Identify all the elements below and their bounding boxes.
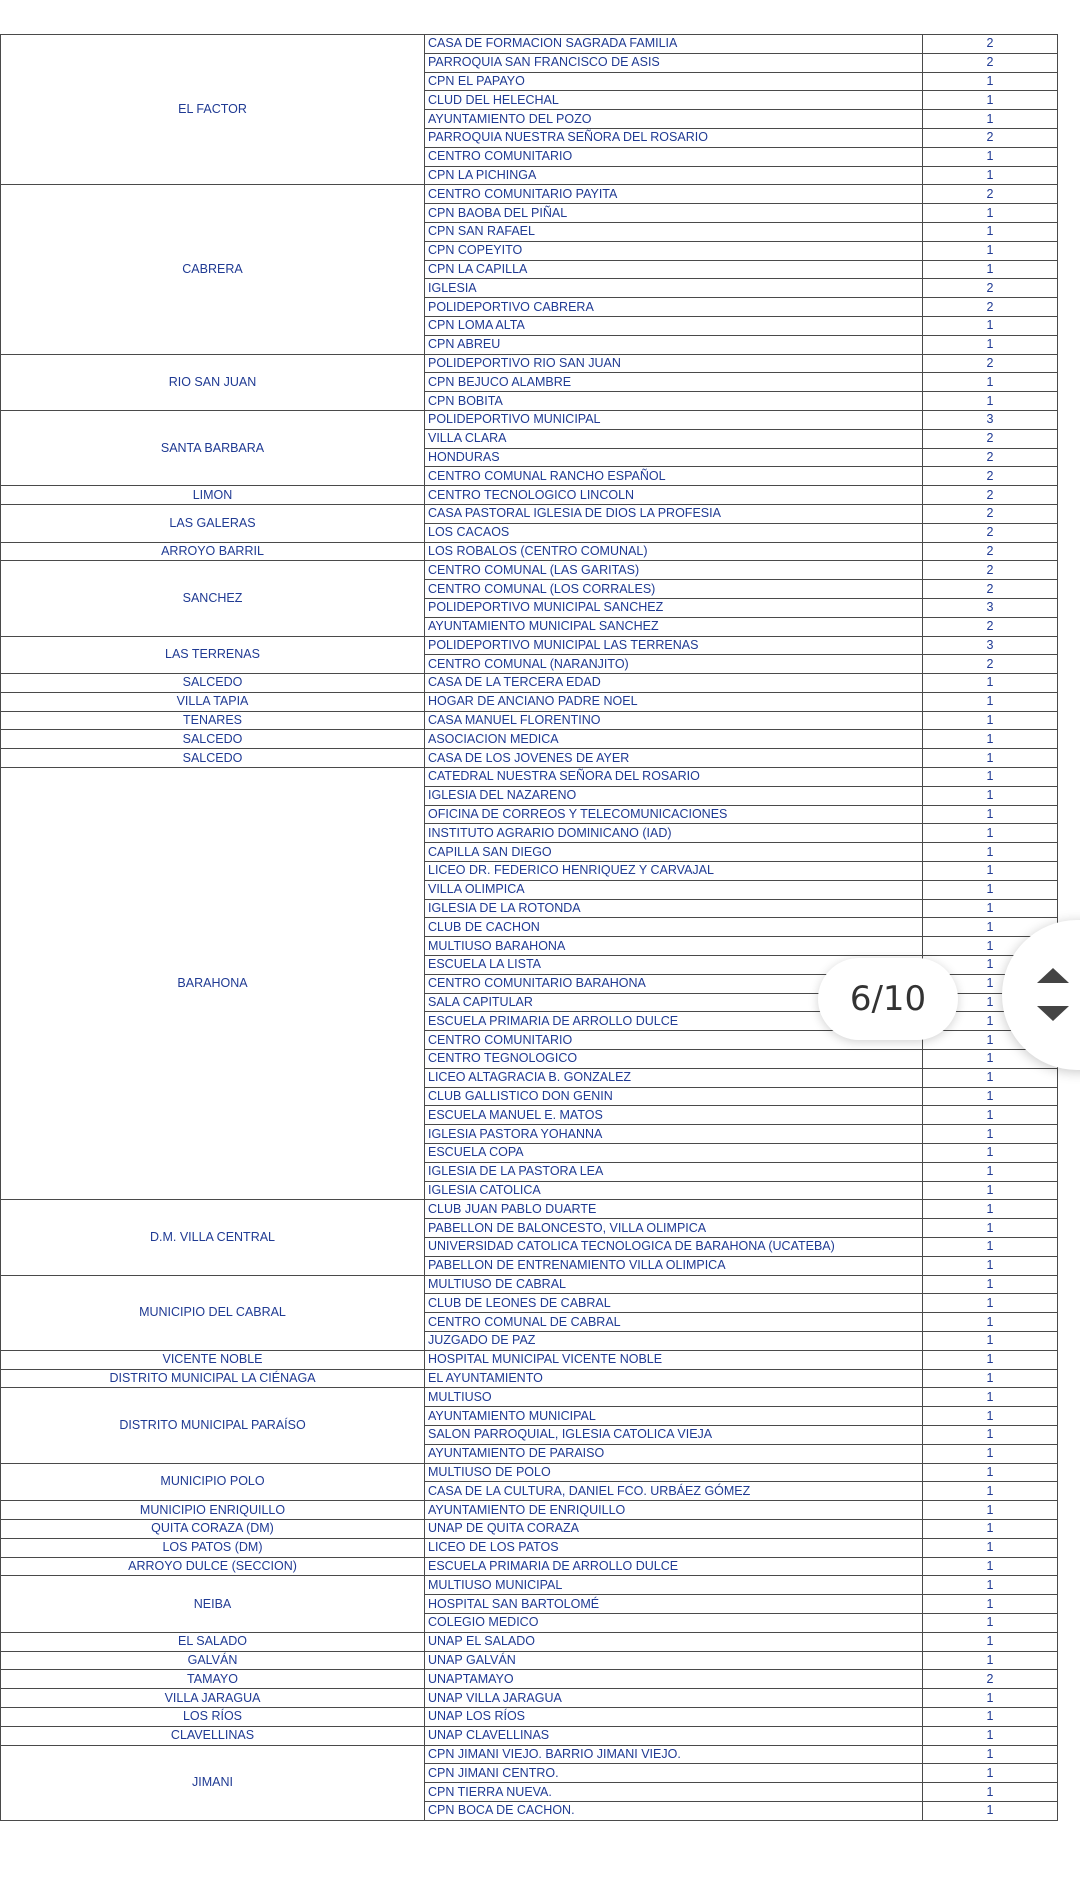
site-cell: AYUNTAMIENTO MUNICIPAL — [425, 1407, 923, 1426]
municipality-cell: D.M. VILLA CENTRAL — [1, 1200, 425, 1275]
site-cell: CPN LA PICHINGA — [425, 166, 923, 185]
quantity-cell: 1 — [923, 1200, 1058, 1219]
table-row — [1, 1557, 1058, 1576]
quantity-cell: 1 — [923, 1463, 1058, 1482]
quantity-cell: 1 — [923, 1031, 1058, 1050]
quantity-cell: 1 — [923, 1501, 1058, 1520]
site-cell: CPN JIMANI VIEJO. BARRIO JIMANI VIEJO. — [425, 1745, 923, 1764]
municipality-cell: EL FACTOR — [1, 35, 425, 185]
quantity-cell: 1 — [923, 1707, 1058, 1726]
quantity-cell: 1 — [923, 1407, 1058, 1426]
quantity-cell: 1 — [923, 692, 1058, 711]
site-cell: LICEO DR. FEDERICO HENRIQUEZ Y CARVAJAL — [425, 862, 923, 881]
table-row — [1, 730, 1058, 749]
municipality-cell: MUNICIPIO ENRIQUILLO — [1, 1501, 425, 1520]
quantity-cell: 2 — [923, 617, 1058, 636]
site-cell: MULTIUSO MUNICIPAL — [425, 1576, 923, 1595]
quantity-cell: 2 — [923, 486, 1058, 505]
quantity-cell: 1 — [923, 974, 1058, 993]
site-cell: CPN JIMANI CENTRO. — [425, 1764, 923, 1783]
quantity-cell: 1 — [923, 1219, 1058, 1238]
quantity-cell: 1 — [923, 222, 1058, 241]
site-cell: AYUNTAMIENTO DE ENRIQUILLO — [425, 1501, 923, 1520]
site-cell: CENTRO TECNOLOGICO LINCOLN — [425, 486, 923, 505]
municipality-cell: GALVÁN — [1, 1651, 425, 1670]
site-cell: CLUD DEL HELECHAL — [425, 91, 923, 110]
site-cell: INSTITUTO AGRARIO DOMINICANO (IAD) — [425, 824, 923, 843]
quantity-cell: 1 — [923, 1388, 1058, 1407]
quantity-cell: 1 — [923, 1576, 1058, 1595]
municipality-cell: JIMANI — [1, 1745, 425, 1820]
table-row — [1, 768, 1058, 787]
site-cell: HOGAR DE ANCIANO PADRE NOEL — [425, 692, 923, 711]
table-row — [1, 1463, 1058, 1482]
quantity-cell: 1 — [923, 166, 1058, 185]
quantity-cell: 2 — [923, 298, 1058, 317]
municipality-cell: VILLA JARAGUA — [1, 1689, 425, 1708]
quantity-cell: 1 — [923, 204, 1058, 223]
municipality-cell: SANCHEZ — [1, 561, 425, 636]
municipality-cell: QUITA CORAZA (DM) — [1, 1519, 425, 1538]
site-cell: CATEDRAL NUESTRA SEÑORA DEL ROSARIO — [425, 768, 923, 787]
quantity-cell: 1 — [923, 1144, 1058, 1163]
table-row — [1, 692, 1058, 711]
quantity-cell: 1 — [923, 316, 1058, 335]
quantity-cell: 3 — [923, 598, 1058, 617]
table-row — [1, 749, 1058, 768]
site-cell: PARROQUIA NUESTRA SEÑORA DEL ROSARIO — [425, 128, 923, 147]
site-cell: UNAP CLAVELLINAS — [425, 1726, 923, 1745]
quantity-cell: 2 — [923, 655, 1058, 674]
site-cell: CENTRO COMUNAL (NARANJITO) — [425, 655, 923, 674]
site-cell: EL AYUNTAMIENTO — [425, 1369, 923, 1388]
site-cell: MULTIUSO DE CABRAL — [425, 1275, 923, 1294]
site-cell: UNAP DE QUITA CORAZA — [425, 1519, 923, 1538]
site-cell: PARROQUIA SAN FRANCISCO DE ASIS — [425, 53, 923, 72]
table-row — [1, 1726, 1058, 1745]
quantity-cell: 1 — [923, 91, 1058, 110]
site-cell: IGLESIA DE LA ROTONDA — [425, 899, 923, 918]
table-row — [1, 1275, 1058, 1294]
table-row — [1, 542, 1058, 561]
table-row — [1, 35, 1058, 54]
quantity-cell: 2 — [923, 1670, 1058, 1689]
quantity-cell: 2 — [923, 467, 1058, 486]
quantity-cell: 1 — [923, 674, 1058, 693]
table-row — [1, 504, 1058, 523]
quantity-cell: 1 — [923, 1801, 1058, 1820]
table-row — [1, 561, 1058, 580]
table-row — [1, 185, 1058, 204]
quantity-cell: 1 — [923, 937, 1058, 956]
site-cell: UNIVERSIDAD CATOLICA TECNOLOGICA DE BARAHONA (UCATEBA) — [425, 1238, 923, 1257]
site-cell: AYUNTAMIENTO DE PARAISO — [425, 1444, 923, 1463]
site-cell: LOS ROBALOS (CENTRO COMUNAL) — [425, 542, 923, 561]
table-row — [1, 486, 1058, 505]
chevron-up-icon[interactable] — [1037, 968, 1069, 983]
site-cell: CPN BOCA DE CACHON. — [425, 1801, 923, 1820]
site-cell: LICEO ALTAGRACIA B. GONZALEZ — [425, 1068, 923, 1087]
site-cell: CLUB DE LEONES DE CABRAL — [425, 1294, 923, 1313]
site-cell: PABELLON DE ENTRENAMIENTO VILLA OLIMPICA — [425, 1256, 923, 1275]
site-cell: HONDURAS — [425, 448, 923, 467]
table-row — [1, 1632, 1058, 1651]
quantity-cell: 2 — [923, 561, 1058, 580]
municipality-cell: CLAVELLINAS — [1, 1726, 425, 1745]
site-cell: LICEO DE LOS PATOS — [425, 1538, 923, 1557]
quantity-cell: 2 — [923, 429, 1058, 448]
quantity-cell: 2 — [923, 542, 1058, 561]
site-cell: IGLESIA — [425, 279, 923, 298]
municipality-cell: LOS RÍOS — [1, 1707, 425, 1726]
site-cell: PABELLON DE BALONCESTO, VILLA OLIMPICA — [425, 1219, 923, 1238]
site-cell: CPN LA CAPILLA — [425, 260, 923, 279]
quantity-cell: 1 — [923, 1068, 1058, 1087]
municipality-cell: LAS GALERAS — [1, 504, 425, 542]
quantity-cell: 1 — [923, 1783, 1058, 1802]
municipality-cell: LIMON — [1, 486, 425, 505]
table-row — [1, 1651, 1058, 1670]
municipality-cell: EL SALADO — [1, 1632, 425, 1651]
municipality-cell: DISTRITO MUNICIPAL LA CIÉNAGA — [1, 1369, 425, 1388]
site-cell: CENTRO COMUNITARIO — [425, 147, 923, 166]
quantity-cell: 1 — [923, 1689, 1058, 1708]
quantity-cell: 1 — [923, 1125, 1058, 1144]
quantity-cell: 1 — [923, 1050, 1058, 1069]
site-cell: CASA PASTORAL IGLESIA DE DIOS LA PROFESIA — [425, 504, 923, 523]
quantity-cell: 1 — [923, 918, 1058, 937]
site-cell: CPN TIERRA NUEVA. — [425, 1783, 923, 1802]
quantity-cell: 1 — [923, 392, 1058, 411]
site-cell: CENTRO COMUNAL (LAS GARITAS) — [425, 561, 923, 580]
site-cell: ASOCIACION MEDICA — [425, 730, 923, 749]
site-cell: ESCUELA COPA — [425, 1144, 923, 1163]
municipality-cell: CABRERA — [1, 185, 425, 354]
quantity-cell: 1 — [923, 72, 1058, 91]
sites-table-body — [1, 35, 1058, 1821]
quantity-cell: 1 — [923, 1369, 1058, 1388]
site-cell: SALA CAPITULAR — [425, 993, 923, 1012]
quantity-cell: 1 — [923, 1613, 1058, 1632]
site-cell: SALON PARROQUIAL, IGLESIA CATOLICA VIEJA — [425, 1425, 923, 1444]
table-row — [1, 1670, 1058, 1689]
table-row — [1, 1200, 1058, 1219]
site-cell: CENTRO COMUNITARIO PAYITA — [425, 185, 923, 204]
site-cell: CLUB GALLISTICO DON GENIN — [425, 1087, 923, 1106]
site-cell: JUZGADO DE PAZ — [425, 1331, 923, 1350]
site-cell: ESCUELA LA LISTA — [425, 956, 923, 975]
municipality-cell: VICENTE NOBLE — [1, 1350, 425, 1369]
site-cell: CLUB DE CACHON — [425, 918, 923, 937]
quantity-cell: 1 — [923, 1162, 1058, 1181]
site-cell: ESCUELA PRIMARIA DE ARROLLO DULCE — [425, 1557, 923, 1576]
site-cell: MULTIUSO BARAHONA — [425, 937, 923, 956]
quantity-cell: 1 — [923, 1275, 1058, 1294]
quantity-cell: 1 — [923, 1256, 1058, 1275]
site-cell: POLIDEPORTIVO CABRERA — [425, 298, 923, 317]
quantity-cell: 1 — [923, 1482, 1058, 1501]
site-cell: CENTRO COMUNAL RANCHO ESPAÑOL — [425, 467, 923, 486]
quantity-cell: 2 — [923, 354, 1058, 373]
page-indicator: 6/10 — [818, 958, 958, 1040]
quantity-cell: 1 — [923, 110, 1058, 129]
site-cell: HOSPITAL SAN BARTOLOMÉ — [425, 1595, 923, 1614]
site-cell: IGLESIA CATOLICA — [425, 1181, 923, 1200]
site-cell: CASA DE LOS JOVENES DE AYER — [425, 749, 923, 768]
site-cell: UNAP VILLA JARAGUA — [425, 1689, 923, 1708]
municipality-cell: DISTRITO MUNICIPAL PARAÍSO — [1, 1388, 425, 1463]
municipality-cell: LOS PATOS (DM) — [1, 1538, 425, 1557]
site-cell: CPN BAOBA DEL PIÑAL — [425, 204, 923, 223]
quantity-cell: 1 — [923, 862, 1058, 881]
municipality-cell: RIO SAN JUAN — [1, 354, 425, 410]
municipality-cell: SALCEDO — [1, 674, 425, 693]
quantity-cell: 1 — [923, 880, 1058, 899]
site-cell: CPN COPEYITO — [425, 241, 923, 260]
quantity-cell: 1 — [923, 1425, 1058, 1444]
site-cell: POLIDEPORTIVO MUNICIPAL LAS TERRENAS — [425, 636, 923, 655]
quantity-cell: 1 — [923, 1651, 1058, 1670]
quantity-cell: 2 — [923, 504, 1058, 523]
quantity-cell: 1 — [923, 241, 1058, 260]
quantity-cell: 1 — [923, 1294, 1058, 1313]
quantity-cell: 2 — [923, 580, 1058, 599]
quantity-cell: 1 — [923, 260, 1058, 279]
site-cell: MULTIUSO — [425, 1388, 923, 1407]
chevron-down-icon[interactable] — [1037, 1006, 1069, 1021]
table-row — [1, 1350, 1058, 1369]
site-cell: CASA DE LA TERCERA EDAD — [425, 674, 923, 693]
quantity-cell: 1 — [923, 1726, 1058, 1745]
site-cell: CASA DE LA CULTURA, DANIEL FCO. URBÁEZ GÓMEZ — [425, 1482, 923, 1501]
site-cell: POLIDEPORTIVO MUNICIPAL SANCHEZ — [425, 598, 923, 617]
quantity-cell: 2 — [923, 53, 1058, 72]
site-cell: CENTRO TEGNOLOGICO — [425, 1050, 923, 1069]
quantity-cell: 2 — [923, 35, 1058, 54]
municipality-cell: MUNICIPIO DEL CABRAL — [1, 1275, 425, 1350]
site-cell: IGLESIA DE LA PASTORA LEA — [425, 1162, 923, 1181]
quantity-cell: 1 — [923, 843, 1058, 862]
quantity-cell: 1 — [923, 1764, 1058, 1783]
sites-table — [0, 34, 1058, 1821]
quantity-cell: 1 — [923, 956, 1058, 975]
municipality-cell: SALCEDO — [1, 730, 425, 749]
quantity-cell: 1 — [923, 786, 1058, 805]
quantity-cell: 2 — [923, 128, 1058, 147]
site-cell: UNAP EL SALADO — [425, 1632, 923, 1651]
table-row — [1, 674, 1058, 693]
site-cell: UNAPTAMAYO — [425, 1670, 923, 1689]
site-cell: CPN LOMA ALTA — [425, 316, 923, 335]
municipality-cell: LAS TERRENAS — [1, 636, 425, 674]
quantity-cell: 1 — [923, 1745, 1058, 1764]
quantity-cell: 1 — [923, 1444, 1058, 1463]
site-cell: UNAP GALVÁN — [425, 1651, 923, 1670]
quantity-cell: 1 — [923, 1238, 1058, 1257]
site-cell: CPN SAN RAFAEL — [425, 222, 923, 241]
quantity-cell: 1 — [923, 1012, 1058, 1031]
quantity-cell: 1 — [923, 1538, 1058, 1557]
quantity-cell: 1 — [923, 1106, 1058, 1125]
quantity-cell: 1 — [923, 899, 1058, 918]
table-row — [1, 1501, 1058, 1520]
site-cell: POLIDEPORTIVO RIO SAN JUAN — [425, 354, 923, 373]
municipality-cell: SANTA BARBARA — [1, 410, 425, 485]
quantity-cell: 1 — [923, 335, 1058, 354]
site-cell: CPN BEJUCO ALAMBRE — [425, 373, 923, 392]
quantity-cell: 1 — [923, 711, 1058, 730]
quantity-cell: 1 — [923, 768, 1058, 787]
quantity-cell: 2 — [923, 448, 1058, 467]
site-cell: CASA MANUEL FLORENTINO — [425, 711, 923, 730]
site-cell: CENTRO COMUNITARIO — [425, 1031, 923, 1050]
quantity-cell: 1 — [923, 1331, 1058, 1350]
municipality-cell: BARAHONA — [1, 768, 425, 1200]
site-cell: IGLESIA PASTORA YOHANNA — [425, 1125, 923, 1144]
municipality-cell: MUNICIPIO POLO — [1, 1463, 425, 1501]
municipality-cell: NEIBA — [1, 1576, 425, 1632]
site-cell: CLUB JUAN PABLO DUARTE — [425, 1200, 923, 1219]
quantity-cell: 1 — [923, 1087, 1058, 1106]
municipality-cell: TAMAYO — [1, 1670, 425, 1689]
site-cell: CENTRO COMUNAL DE CABRAL — [425, 1313, 923, 1332]
site-cell: CENTRO COMUNITARIO BARAHONA — [425, 974, 923, 993]
quantity-cell: 1 — [923, 1181, 1058, 1200]
table-row — [1, 1576, 1058, 1595]
table-row — [1, 1538, 1058, 1557]
site-cell: VILLA OLIMPICA — [425, 880, 923, 899]
quantity-cell: 2 — [923, 523, 1058, 542]
table-row — [1, 410, 1058, 429]
site-cell: CASA DE FORMACION SAGRADA FAMILIA — [425, 35, 923, 54]
table-row — [1, 1388, 1058, 1407]
quantity-cell: 1 — [923, 373, 1058, 392]
quantity-cell: 1 — [923, 1595, 1058, 1614]
quantity-cell: 2 — [923, 185, 1058, 204]
quantity-cell: 1 — [923, 993, 1058, 1012]
site-cell: MULTIUSO DE POLO — [425, 1463, 923, 1482]
table-row — [1, 1519, 1058, 1538]
quantity-cell: 3 — [923, 636, 1058, 655]
municipality-cell: ARROYO DULCE (SECCION) — [1, 1557, 425, 1576]
quantity-cell: 1 — [923, 1632, 1058, 1651]
quantity-cell: 1 — [923, 1313, 1058, 1332]
municipality-cell: TENARES — [1, 711, 425, 730]
table-row — [1, 1707, 1058, 1726]
site-cell: CPN EL PAPAYO — [425, 72, 923, 91]
site-cell: CENTRO COMUNAL (LOS CORRALES) — [425, 580, 923, 599]
municipality-cell: ARROYO BARRIL — [1, 542, 425, 561]
site-cell: COLEGIO MEDICO — [425, 1613, 923, 1632]
table-row — [1, 1689, 1058, 1708]
site-cell: UNAP LOS RÍOS — [425, 1707, 923, 1726]
quantity-cell: 1 — [923, 805, 1058, 824]
quantity-cell: 1 — [923, 1350, 1058, 1369]
quantity-cell: 1 — [923, 147, 1058, 166]
table-row — [1, 1369, 1058, 1388]
site-cell: OFICINA DE CORREOS Y TELECOMUNICACIONES — [425, 805, 923, 824]
site-cell: POLIDEPORTIVO MUNICIPAL — [425, 410, 923, 429]
quantity-cell: 1 — [923, 824, 1058, 843]
quantity-cell: 1 — [923, 1557, 1058, 1576]
municipality-cell: SALCEDO — [1, 749, 425, 768]
site-cell: CAPILLA SAN DIEGO — [425, 843, 923, 862]
quantity-cell: 3 — [923, 410, 1058, 429]
site-cell: ESCUELA MANUEL E. MATOS — [425, 1106, 923, 1125]
quantity-cell: 1 — [923, 749, 1058, 768]
site-cell: AYUNTAMIENTO DEL POZO — [425, 110, 923, 129]
table-row — [1, 636, 1058, 655]
quantity-cell: 1 — [923, 1519, 1058, 1538]
table-row — [1, 1745, 1058, 1764]
site-cell: AYUNTAMIENTO MUNICIPAL SANCHEZ — [425, 617, 923, 636]
site-cell: HOSPITAL MUNICIPAL VICENTE NOBLE — [425, 1350, 923, 1369]
site-cell: VILLA CLARA — [425, 429, 923, 448]
municipality-cell: VILLA TAPIA — [1, 692, 425, 711]
quantity-cell: 1 — [923, 730, 1058, 749]
site-cell: ESCUELA PRIMARIA DE ARROLLO DULCE — [425, 1012, 923, 1031]
table-row — [1, 354, 1058, 373]
site-cell: CPN BOBITA — [425, 392, 923, 411]
site-cell: IGLESIA DEL NAZARENO — [425, 786, 923, 805]
site-cell: LOS CACAOS — [425, 523, 923, 542]
quantity-cell: 2 — [923, 279, 1058, 298]
site-cell: CPN ABREU — [425, 335, 923, 354]
table-row — [1, 711, 1058, 730]
